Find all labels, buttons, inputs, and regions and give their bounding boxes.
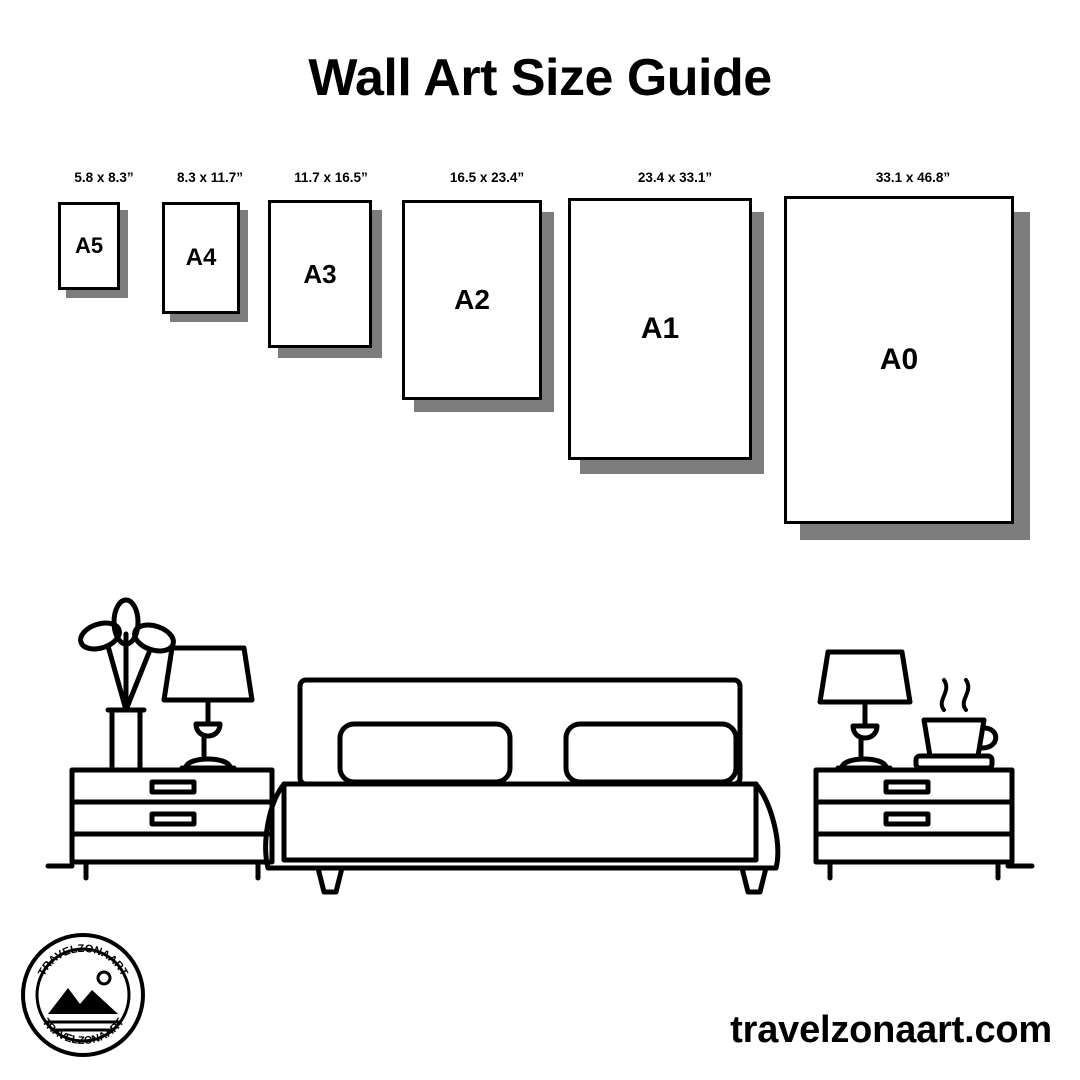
bedroom-illustration <box>0 560 1080 920</box>
frame-label-a2: A2 <box>454 284 490 315</box>
frame-a2 <box>402 200 542 400</box>
size-item-a2 <box>392 170 582 440</box>
frame-a5 <box>58 202 120 290</box>
size-dimensions-a4: 8.3 x 11.7” <box>176 170 244 185</box>
size-item-a5 <box>52 170 156 310</box>
size-item-a0 <box>778 170 1048 590</box>
logo-bottom-text: TRAVELZONAART <box>39 1016 127 1048</box>
right-lamp <box>820 652 910 768</box>
size-guide <box>0 170 1080 590</box>
plant-decor <box>77 600 176 770</box>
size-dimensions-a1: 23.4 x 33.1” <box>637 170 713 185</box>
frame-label-a5: A5 <box>74 233 104 258</box>
frame-label-a1: A1 <box>640 312 680 345</box>
frame-label-a4: A4 <box>185 244 217 271</box>
size-dimensions-a2: 16.5 x 23.4” <box>449 170 525 185</box>
size-item-a4 <box>150 170 270 340</box>
size-dimensions-a5: 5.8 x 8.3” <box>74 170 134 185</box>
size-item-a1 <box>560 170 790 510</box>
left-lamp <box>164 648 252 768</box>
size-dimensions-a3: 11.7 x 16.5” <box>294 170 368 185</box>
frame-a4 <box>162 202 240 314</box>
brand-logo <box>18 930 148 1060</box>
size-item-a3 <box>256 170 406 390</box>
size-dimensions-a0: 33.1 x 46.8” <box>875 170 951 185</box>
coffee-cup <box>916 680 996 768</box>
frame-a1 <box>568 198 752 460</box>
bed <box>266 680 778 892</box>
frame-a3 <box>268 200 372 348</box>
logo-top-text: TRAVELZONAART <box>36 942 130 979</box>
frame-label-a0: A0 <box>879 343 919 376</box>
page-title: Wall Art Size Guide <box>308 49 772 107</box>
website-url: travelzonaart.com <box>730 1009 1052 1051</box>
left-nightstand <box>72 770 272 878</box>
right-nightstand <box>816 770 1012 878</box>
frame-label-a3: A3 <box>303 258 337 289</box>
frame-a0 <box>784 196 1014 524</box>
